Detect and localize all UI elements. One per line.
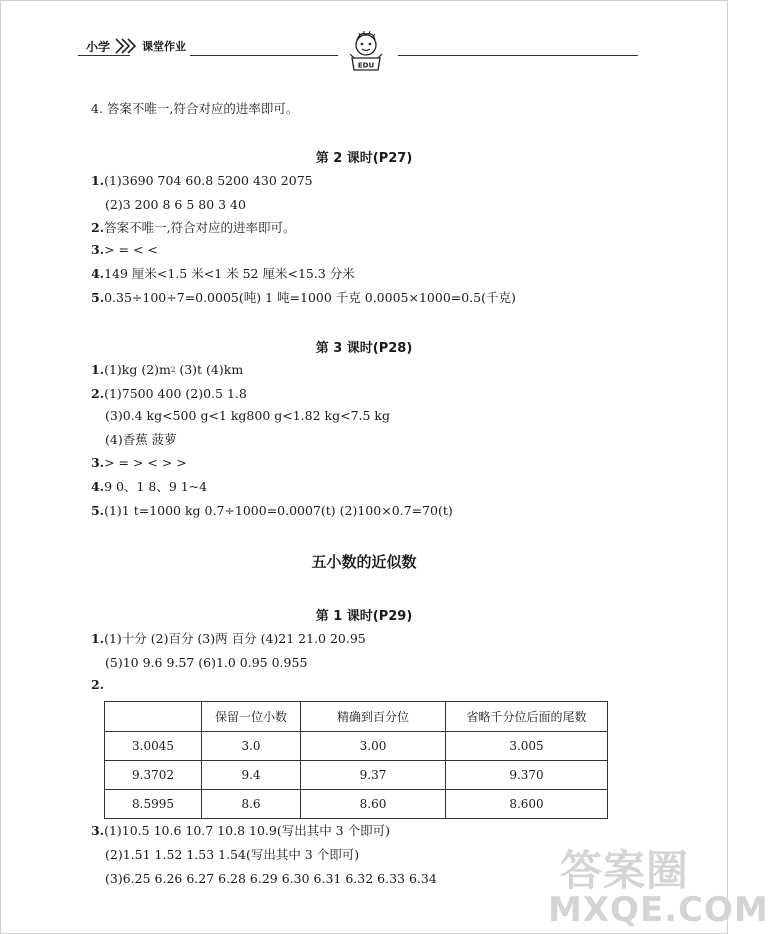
- answer-line: 5.(1)1 t=1000 kg 0.7÷1000=0.0007(t) (2)100×0.7=70(t): [91, 503, 453, 518]
- table-header-cell: [105, 702, 202, 732]
- table-header-cell: 精确到百分位: [301, 702, 446, 732]
- answer-line: (2)1.51 1.52 1.53 1.54(写出其中 3 个即可): [105, 847, 360, 862]
- table-row: [105, 761, 608, 790]
- table-header-cell: 保留一位小数: [202, 702, 301, 732]
- answer-line: 1.(1)3690 704 60.8 5200 430 2075: [91, 173, 313, 188]
- header-rule-left: [190, 55, 338, 56]
- answer-line: (5)10 9.6 9.57 (6)1.0 0.95 0.955: [105, 655, 308, 670]
- table-cell: 3.005: [446, 732, 608, 761]
- answer-line: (3)6.25 6.26 6.27 6.28 6.29 6.30 6.31 6.32 6.33 6.34: [105, 871, 437, 886]
- table-cell: 9.3702: [105, 761, 202, 790]
- answer-line: 4.9 0、1 8、9 1~4: [91, 479, 208, 494]
- table-cell: 3.00: [301, 732, 446, 761]
- header-level: 小学: [82, 38, 114, 55]
- answer-line: (4)香蕉 菠萝: [105, 432, 177, 447]
- answer-line: 4. 答案不唯一,符合对应的进率即可。: [91, 101, 299, 116]
- table-cell: 8.6: [202, 790, 301, 819]
- table-row: [105, 732, 608, 761]
- table-cell: 8.60: [301, 790, 446, 819]
- rounding-table: [104, 701, 608, 819]
- watermark-text: 答案圈: [560, 846, 690, 895]
- mascot-badge-text: EDU: [357, 61, 375, 70]
- table-cell: 8.600: [446, 790, 608, 819]
- chapter-title: 五小数的近似数: [311, 553, 417, 571]
- watermark-url: MXQE.COM: [548, 890, 769, 930]
- table-header-cell: 省略千分位后面的尾数: [446, 702, 608, 732]
- table-cell: 9.37: [301, 761, 446, 790]
- answer-line: 2.(1)7500 400 (2)0.5 1.8: [91, 386, 247, 401]
- answer-line: 5.0.35÷100÷7=0.0005(吨) 1 吨=1000 千克 0.0005×1000=0.5(千克): [91, 290, 516, 305]
- page-header: [82, 38, 186, 54]
- double-chevron-icon: [114, 38, 136, 54]
- header-rule-left-short: [78, 55, 130, 56]
- table-cell: 8.5995: [105, 790, 202, 819]
- table-header-row: [105, 702, 608, 732]
- answer-line: 4.149 厘米<1.5 米<1 米 52 厘米<15.3 分米: [91, 266, 355, 281]
- answer-line: 2.答案不唯一,符合对应的进率即可。: [91, 220, 296, 235]
- answer-line: 1.(1)kg $(2)m^2$ (3)t (4)km: [91, 362, 244, 377]
- table-cell: 3.0: [202, 732, 301, 761]
- answer-line: (3)0.4 kg<500 g<1 kg800 g<1.82 kg<7.5 kg: [105, 408, 391, 423]
- answer-line: 2.: [91, 677, 105, 692]
- table-cell: 9.370: [446, 761, 608, 790]
- lesson-1-title: 第 1 课时(P29): [315, 609, 413, 624]
- header-title: 课堂作业: [142, 40, 187, 53]
- answer-line: 3.(1)10.5 10.6 10.7 10.8 10.9(写出其中 3 个即可): [91, 823, 390, 838]
- mascot-logo: [346, 30, 386, 74]
- answer-line: 3.> = > < > >: [91, 455, 187, 470]
- table-cell: 3.0045: [105, 732, 202, 761]
- lesson-3-title: 第 3 课时(P28): [315, 341, 413, 356]
- table-row: [105, 790, 608, 819]
- answer-line: 1.(1)十分 (2)百分 (3)两 百分 (4)21 21.0 20.95: [91, 631, 366, 646]
- table-cell: 9.4: [202, 761, 301, 790]
- answer-line: 3.> = < <: [91, 242, 158, 257]
- answer-line: (2)3 200 8 6 5 80 3 40: [105, 197, 246, 212]
- header-rule-right: [398, 55, 638, 56]
- lesson-2-title: 第 2 课时(P27): [315, 151, 413, 166]
